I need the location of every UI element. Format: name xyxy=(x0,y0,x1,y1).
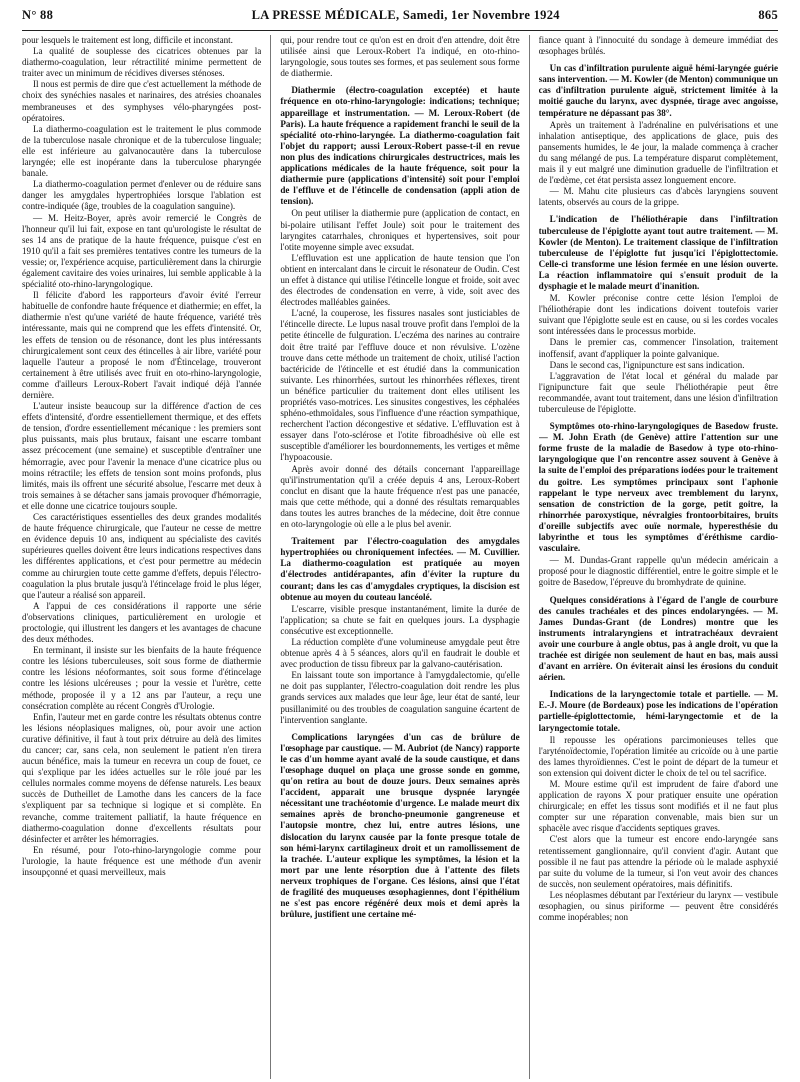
paragraph: M. Moure estime qu'il est imprudent de faire d'abord une application de rayons X pour pratiquer ensuite une opération chirurgicale; en effet les tissus sont modifiés et il ne faut plus compter sur une réparation convenable, mais bien sur un sphacèle avec risque d'accidents septiques graves. xyxy=(538,779,778,834)
paragraph: L'auteur insiste beaucoup sur la différence d'action de ces effets d'intensité, d'ordre essentiellement thermique, et des effets de tension, d'ordre essentiellement mécanique : les premiers sont plus puissants, mais plus brutaux, faisant une escarre tombant assez précocement (une semaine) et susceptible d'entraîner une hémorragie, avec pour l'avenir la menace d'une cicatrice plus ou moins rétractile; les effets de tension sont moins profonds, plus limités, mais ils offrent une sécurité absolue, l'escarre met deux à trois semaines à se détacher sans jamais provoquer d'hémorragie, et elle donne une cicatrice toujours souple. xyxy=(22,401,262,511)
paragraph: En terminant, il insiste sur les bienfaits de la haute fréquence contre les lésions tuberculeuses, soit sous forme de diathermie contre les lésions néoformantes, soit sous forme d'étincelage contre les lésions ulcéreuses ; pour la vessie et l'urètre, cette méthode, proposée il y a 12 ans par l'auteur, a reçu une consécration complète au récent Congrès d'Urologie. xyxy=(22,645,262,711)
column-2 xyxy=(280,35,519,1079)
section-heading-paragraph: Indications de la laryngectomie totale et partielle. — M. E.-J. Moure (de Bordeaux) pose les indications de l'opération partielle-épiglottectomie, hémi-laryngectomie et de la laryngectomie totale. xyxy=(538,689,778,733)
section-heading-paragraph: Symptômes oto-rhino-laryngologiques de Basedow fruste. — M. John Erath (de Genève) attire l'attention sur une forme fruste de la maladie de Basedow à type oto-rhino-laryngologique que l'on rencontre assez souvent à Genève à la suite de l'emploi des préparations iodées pour le traitement du goitre. Les symptômes principaux sont l'aphonie rappelant le type nerveux avec tremblement du larynx, sensation de constriction de la gorge, petit goitre, la rhinorrhée paroxystique, névralgies frontoorbitaires, bruits d'oreille subjectifs avec ouïe normale, hyperesthésie du labyrinthe et tous les symptômes d'éréthisme cardio-vasculaire. xyxy=(538,421,778,554)
column-rule xyxy=(270,35,271,1079)
paragraph: Enfin, l'auteur met en garde contre les résultats obtenus contre les lésions néoplasiques malignes, où, pour avoir une action curative définitive, il faut à tout prix détruire au delà des limites du cancer; car, sans cela, non seulement le patient n'en tirera aucun bénéfice, mais la tumeur en recevra un coup de fouet, ce qui s'explique par les idées actuelles sur le rôle joué par les cellules normales comme moyens de défense naturels. Les beaux succès de Dutheillet de Lamothe dans les cancers de la face s'expliquent par sa technique si logique et si complète. En revanche, comme traitement palliatif, la haute fréquence en diathermo-coagulation donne d'excellents résultats pour désinfecter et arrêter les hémorragies. xyxy=(22,711,262,844)
section-heading-paragraph: Diathermie (électro-coagulation exceptée) et haute fréquence en oto-rhino-laryngologie: indications; technique; appareillage et instrumentation. — M. Leroux-Robert (de Paris). La haute fréquence a rapidement franchi le seuil de la spécialité oto-rhino-laryngée. La diathermo-coagulation fait l'objet du rapport; aussi Leroux-Robert passe-t-il en revue non plus des indications chirurgicales destructrices, mais les applications médicales de la haute fréquence, soit pour la diathermie pure (applications d'intensité) soit pour l'emploi de l'effluve et de l'étincelle de condensation (appli ation de tension). xyxy=(280,85,520,207)
paragraph: Après avoir donné des détails concernant l'appareillage qu'il'instrumentation qu'il a créée depuis 4 ans, Leroux-Robert conclut en disant que la haute fréquence n'est pas une panacée, mais que cette méthode, qui a donné des résultats remarquables dans toutes les autres branches de la médecine, doit être connue en oto-laryngologie où elle a le plus bel avenir. xyxy=(280,463,520,530)
issue-number: N° 88 xyxy=(22,8,54,22)
paragraph: qui, pour rendre tout ce qu'on est en droit d'en attendre, doit être utilisée ainsi que Leroux-Robert l'a indiqué, en oto-rhino-laryngologie, sous toutes ses formes, et pas seulement sous forme de diathermie. xyxy=(280,35,520,79)
paragraph: La diathermo-coagulation permet d'enlever ou de réduire sans danger les amygdales hypertrophiées lorsque l'ablation est contre-indiquée (âge, troubles de la coagulation sanguine). xyxy=(22,179,262,212)
paragraph: L'acné, la couperose, les fissures nasales sont justiciables de l'étincelle directe. Le lupus nasal trouve profit dans l'emploi de la petite étincelle de fulguration. L'eczéma des narines au contraire doit être traité par l'effluve douce et non révulsive. L'ozène trouve dans cette méthode un traitement de choix, utilisé l'action bactéricide de l'étincelle et est étudié dans la communication suivante. Les rhinorrhées, surtout les rhinorrhées réflexes, tirent un bénéfice particulier du traitement dont elles utilisent les propriétés vaso-motrices. Les sinusites congestives, les céphalées sphéno-ethmoïdales, sous l'influence d'une réaction sympathique, recherchent l'action décongestive et sédative. L'effluvation est à essayer dans l'oto-sclérose et l'otite fibroadhésive où elle est susceptible d'améliorer les bourdonnements, les vertiges et même l'hypoacousie. xyxy=(280,308,520,463)
paragraph: En résumé, pour l'oto-rhino-laryngologie comme pour l'urologie, la haute fréquence est une méthode d'un avenir insoupçonné et quasi merveilleux, mais xyxy=(22,844,262,878)
paragraph: Dans le second cas, l'ignipuncture est sans indication. xyxy=(549,359,745,370)
column-3 xyxy=(539,35,778,1079)
section-heading-paragraph: Traitement par l'électro-coagulation des amygdales hypertrophiées ou chroniquement infectées. — M. Cuvillier. La diathermo-coagulation est pratiquée au moyen d'électrodes antidérapantes, afin d'éviter la rupture du courant; dans les cas d'amygdales cryptiques, la discision est obtenue au moyen du couteau lancéolé. xyxy=(280,536,520,602)
paragraph: A l'appui de ces considérations il rapporte une série d'observations cliniques, particulièrement en urologie et proctologie, qui illustrent les dangers et les avantages de chacune des deux méthodes. xyxy=(22,600,262,645)
paragraph: La qualité de souplesse des cicatrices obtenues par la diathermo-coagulation, leur rétractilité minime permettent de traiter avec un minimum de récidives diverses sténoses. xyxy=(22,46,262,79)
paragraph: On peut utiliser la diathermie pure (application de contact, en bi-polaire utilisant l'effet Joule) soit pour le traitement des laryngites catarrhales, chroniques et hypertensives, soit pour l'otite moyenne simple avec exsudat. xyxy=(280,208,520,252)
paragraph: En laissant toute son importance à l'amygdalectomie, qu'elle ne doit pas supplanter, l'électro-coagulation doit rendre les plus grands services aux malades que leur âge, leur état de santé, leur pusillanimité ou des troubles de coagulation sanguine écartent de l'intervention sanglante. xyxy=(280,670,520,725)
paragraph: Il félicite d'abord les rapporteurs d'avoir évité l'erreur habituelle de confondre haute fréquence et diathermie; en effet, la diathermie n'est qu'une variété de haute fréquence, variété très intéressante, mais qui ne comprend que les effets d'intensité. Or, les effets de tension ou de résonance, dont les plus intéressants chirurgicalement sont ceux des étincelles à air libre, variété pour laquelle l'auteur a proposé le nom d'Étincelage, trouveront certainement à être utilisés avec fruit en oto-rhino-laryngologie, comme d'ailleurs Leroux-Robert l'avait indiqué déjà l'année dernière. xyxy=(22,290,262,400)
section-heading-paragraph: L'indication de l'héliothérapie dans l'infiltration tuberculeuse de l'épiglotte ayant tout autre traitement. — M. Kowler (de Menton). Le traitement classique de l'infiltration tuberculeuse de l'épiglotte fut jusqu'ici l'épiglottectomie. Celle-ci transforme une lésion fermée en une lésion ouverte. La réaction inflammatoire qui s'ensuit produit de la dysphagie et le malade meurt d'inanition. xyxy=(538,214,778,291)
paragraph: Ces caractéristiques essentielles des deux grandes modalités de haute fréquence chirurgicale, que l'auteur ne cesse de mettre en évidence depuis 10 ans, indiquent au spécialiste des cavités supérieures quelles doivent être leurs indications respectives dans les différentes applications, et c'est pour permettre au médecin comme au chirurgien toute cette gamme d'effets, depuis l'électro-coagulation la plus brutale jusqu'à l'étincelage froid le plus léger, que l'auteur a réalisé son appareil. xyxy=(22,512,262,600)
paragraph: Les néoplasmes débutant par l'extérieur du larynx — vestibule œsophagien, ou sinus piriforme — peuvent être considérés comme inopérables; non xyxy=(538,889,778,923)
paragraph: Dans le premier cas, commencer l'insolation, traitement inoffensif, avant d'appliquer la pointe galvanique. xyxy=(538,337,778,359)
paragraph: — M. Dundas-Grant rappelle qu'un médecin américain a proposé pour le diagnostic différentiel, entre le goitre simple et le goitre de Basedow, l'épreuve du bromhydrate de quinine. xyxy=(538,555,778,588)
paragraph: — M. Heitz-Boyer, après avoir remercié le Congrès de l'honneur qu'il lui fait, expose en tant qu'urologiste le résultat de ses 14 ans de pratique de la haute fréquence, puisque c'est en 1910 qu'il a fait ses premières tentatives contre les tumeurs de la vessie; or, l'expérience acquise, particulièrement dans la chirurgie également cavitaire des voies urinaires, lui semble applicable à la spécialité oto-rhino-laryngologique. xyxy=(22,212,262,290)
paragraph: M. Kowler préconise contre cette lésion l'emploi de l'héliothérapie dont les indications doivent toutefois varier suivant que l'épiglotte seule est en cause, ou si les cordes vocales sont intéressées dans le processus morbide. xyxy=(538,293,778,337)
paragraph: C'est alors que la tumeur est encore endo-laryngée sans retentissement ganglionnaire, qu'il convient d'agir. Autant que possible il ne faut pas attendre la période où le malade asphyxié par suite du volume de la tumeur, si l'on veut avoir des chances de succès, non seulement opératoires, mais définitifs. xyxy=(538,834,778,889)
paragraph: fiance quant à l'innocuité du sondage à demeure immédiat des œsophages brûlés. xyxy=(538,35,778,57)
columns xyxy=(22,35,778,1079)
paragraph: La diathermo-coagulation est le traitement le plus commode de la tuberculose nasale chronique et de la tuberculose linguale; elle est inférieure au galvanocautère dans la tuberculose laryngée; elle est inopérante dans la tuberculose pharyngée banale. xyxy=(22,123,262,179)
paragraph: L'aggravation de l'état local et général du malade par l'ignipuncture fait que seule l'héliothérapie peut être recommandée, avant tout traitement, dans une lésion d'infiltration tuberculeuse de l'épiglotte. xyxy=(538,370,778,414)
paragraph: pour lesquels le traitement est long, difficile et inconstant. xyxy=(22,35,233,45)
paragraph: L'effluvation est une application de haute tension que l'on obtient en intercalant dans le circuit le résonateur de Oudin. C'est un effet à distance qui utilise l'étincelle longue et froide, soit avec des électrodes de condensation en verre, à vide, soit avec des électrodes malléables gainées. xyxy=(280,252,520,308)
page-number: 865 xyxy=(758,8,778,22)
page-header xyxy=(22,0,778,31)
paragraph: L'escarre, visible presque instantanément, limite la durée de l'application; sa chute se fait en quelques jours. La dysphagie consécutive est exceptionnelle. xyxy=(280,603,520,636)
column-rule xyxy=(529,35,530,1079)
paragraph: Il repousse les opérations parcimonieuses telles que l'aryténoïdectomie, l'opération limitée au cricoïde ou à une partie des lames thyroïdiennes. C'est le point de départ de la tumeur et son extension qui doivent dicter le choix de tel ou tel sacrifice. xyxy=(538,734,778,778)
journal-title: LA PRESSE MÉDICALE, Samedi, 1er Novembre 1924 xyxy=(251,8,560,22)
section-heading-paragraph: Complications laryngées d'un cas de brûlure de l'œsophage par caustique. — M. Aubriot (de Nancy) rapporte le cas d'un homme ayant avalé de la soude caustique, et dans l'œsophage duquel on plaça une grosse sonde en gomme, qu'on retira au bout de douze jours. Deux semaines après l'accident, apparait une brusque dyspnée laryngée nécessitant une trachéotomie d'urgence. Le malade meurt dix semaines après de broncho-pneumonie gangreneuse et l'autopsie montre, chez lui, entre autres lésions, une dislocation du larynx causée par la fonte presque totale de son hémi-larynx cartilagineux droit et un ramollissement de la trachée. L'auteur explique les symptômes, la lésion et la mort par une lente résorption due à l'attente des filets nerveux trophiques de l'organe. Ces lésions, ainsi que l'état de fragilité des muqueuses œsophagiennes, dont l'épithélium ne s'est pas encore régénéré deux mois et demi après la brûlure, justifient une certaine mé- xyxy=(280,731,520,920)
section-heading-paragraph: Quelques considérations à l'égard de l'angle de courbure des canules trachéales et des pinces endolaryngées. — M. James Dundas-Grant (de Londres) montre que les instruments intralaryngiens et intratrachéaux devraient avoir une courbure à angle obtus, pas à angle droit, vu que la trachée est dirigée non seulement de haut en bas, mais aussi d'avant en arrière. On éviterait ainsi les érosions du conduit aérien. xyxy=(538,594,778,683)
paragraph: — M. Mahu cite plusieurs cas d'abcès laryngiens souvent latents, observés au cours de la grippe. xyxy=(538,186,778,208)
section-heading-paragraph: Un cas d'infiltration purulente aiguë hémi-laryngée guérie sans intervention. — M. Kowler (de Menton) communique un cas d'infiltration purulente aiguë, strictement limitée à la moitié gauche du larynx, avec dyspnée, tirage avec angoisse, température ne dépassant pas 38°. xyxy=(538,63,778,118)
paragraph: Il nous est permis de dire que c'est actuellement la méthode de choix des synéchies nasales et narinaires, des atrésies choanales membraneuses et des symphyses vélo-pharyngées post-opératoires. xyxy=(22,79,262,123)
column-1 xyxy=(22,35,261,1079)
paragraph: La réduction complète d'une volumineuse amygdale peut être obtenue après 4 à 5 séances, alors qu'il en faudrait le double et avec production de tissu fibreux par la galvano-cautérisation. xyxy=(280,636,520,670)
paragraph: Après un traitement à l'adrénaline en pulvérisations et une inhalation antiseptique, des applications de glace, puis des pansements humides, le 4e jour, la malade commença à cracher du sang mélangé de pus. La température disparut complètement, mais il y eut malgré une diminution graduelle de l'infiltration et de l'œdème, cet état persista assez longuement encore. xyxy=(538,119,778,186)
